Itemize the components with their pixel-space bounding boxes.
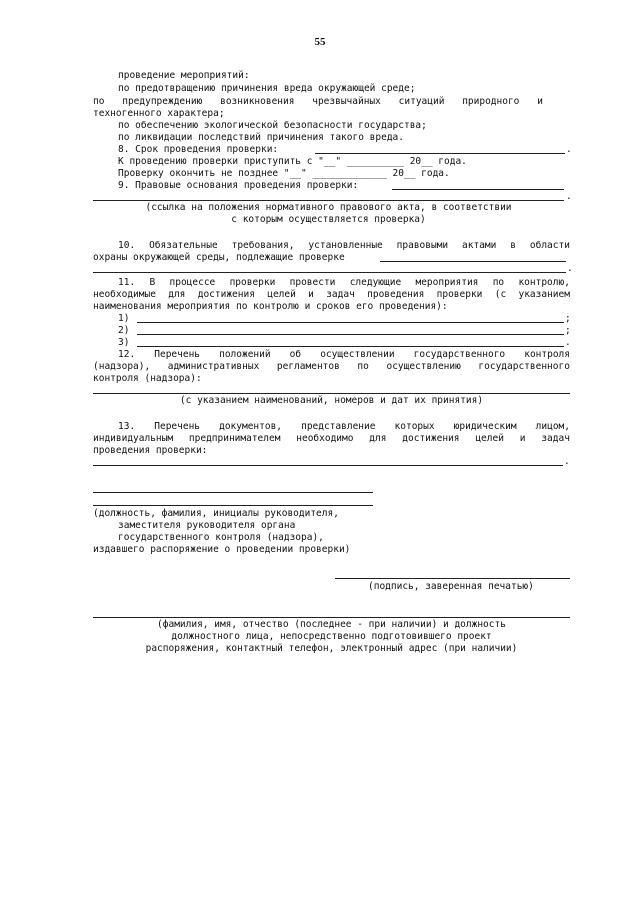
text-line: наименования мероприятия по контролю и сроков его проведения): xyxy=(93,301,448,312)
word: 13. xyxy=(118,421,136,432)
word: В xyxy=(149,277,156,288)
word: Обязательные xyxy=(149,240,218,251)
list-number: 1) xyxy=(118,313,130,324)
word: Перечень xyxy=(154,421,201,432)
text-line: 9. Правовые основания проведения проверки: xyxy=(118,180,359,191)
word: по xyxy=(492,277,505,288)
text-line: по ликвидации последствий причинения такого вреда. xyxy=(118,132,404,143)
fill-line xyxy=(392,189,564,190)
word: задач xyxy=(326,289,355,300)
word: и xyxy=(308,289,314,300)
word: государственного xyxy=(413,349,506,360)
word: об xyxy=(289,349,302,360)
caption-line: распоряжения, контактный телефон, электронный адрес (при наличии) xyxy=(145,643,518,654)
text-line: охраны окружающей среды, подлежащие проверке xyxy=(93,252,345,263)
word: природного xyxy=(462,96,520,107)
word: осуществлении xyxy=(320,349,395,360)
word: требования, xyxy=(231,240,295,251)
word: установленные xyxy=(308,240,383,251)
caption-line: (ссылка на положения нормативного правового акта, в соответствии xyxy=(145,202,512,213)
fill-line xyxy=(380,261,566,262)
fill-line xyxy=(137,322,564,323)
caption-line: издавшего распоряжение о проведении проверки) xyxy=(93,544,351,555)
word: документов, xyxy=(219,421,283,432)
word: провести xyxy=(289,277,336,288)
word: 11. xyxy=(118,277,136,288)
word: необходимые xyxy=(93,289,156,300)
word: актами xyxy=(462,240,497,251)
text-line: Проверку окончить не позднее "__" _____________ 20__ года. xyxy=(118,168,450,179)
word: по xyxy=(357,361,369,372)
word: и xyxy=(537,96,543,107)
fill-line xyxy=(137,334,564,335)
word: целей xyxy=(475,433,504,444)
word: достижения xyxy=(197,289,255,300)
word: возникновения xyxy=(220,96,295,107)
word: указанием xyxy=(518,289,570,300)
word: 10. xyxy=(118,240,136,251)
word: осуществлению xyxy=(386,361,461,372)
word: регламентов xyxy=(276,361,340,372)
word: чрезвычайных xyxy=(312,96,381,107)
word: 12. xyxy=(118,349,136,360)
word: проведения xyxy=(367,289,425,300)
fill-line xyxy=(93,617,570,618)
text-line xyxy=(93,96,543,107)
word: в xyxy=(510,240,516,251)
list-number: 3) xyxy=(118,337,130,348)
caption-line: (подпись, заверенная печатью) xyxy=(368,581,534,592)
word: мероприятия xyxy=(415,277,479,288)
word: контроля xyxy=(524,349,570,360)
word: по xyxy=(93,96,105,107)
text-line: по предотвращению причинения вреда окружающей среде; xyxy=(118,83,416,94)
text-line: К проведению проверки приступить с "__" __________ 20__ года. xyxy=(118,156,467,167)
text-line: . xyxy=(566,191,572,202)
text-line xyxy=(93,289,570,300)
fill-line xyxy=(93,272,566,273)
word: Перечень xyxy=(154,349,201,360)
text-line: контроля (надзора): xyxy=(93,373,202,384)
word: лицом, xyxy=(535,421,570,432)
fill-line xyxy=(137,346,564,347)
word: государственного xyxy=(478,361,570,372)
fill-line xyxy=(315,153,565,154)
word: административных xyxy=(167,361,260,372)
fill-line xyxy=(93,393,570,394)
word: процессе xyxy=(169,277,216,288)
word: правовыми xyxy=(396,240,449,251)
page-number: 55 xyxy=(314,36,326,48)
signature-line xyxy=(335,578,570,579)
text-line: . xyxy=(566,144,572,155)
word: следующие xyxy=(349,277,402,288)
fill-line xyxy=(93,465,563,466)
word: юридическим xyxy=(453,421,517,432)
fill-line xyxy=(93,505,373,506)
word: для xyxy=(168,289,186,300)
word: индивидуальным xyxy=(93,433,174,444)
word: проверки xyxy=(436,289,483,300)
text-line: по обеспечению экологической безопасности государства; xyxy=(118,120,427,131)
word: и xyxy=(519,433,526,444)
text-line xyxy=(118,240,570,251)
word: положений xyxy=(219,349,271,360)
word: области xyxy=(529,240,570,251)
text-line xyxy=(93,361,570,372)
text-line xyxy=(118,421,570,432)
text-line xyxy=(118,349,570,360)
caption-line: государственного контроля (надзора), xyxy=(118,532,324,543)
text-line: техногенного характера; xyxy=(93,108,225,119)
word: задач xyxy=(541,433,570,444)
caption-line: (с указанием наименований, номеров и дат их принятия) xyxy=(179,395,484,406)
word: проверки xyxy=(229,277,276,288)
text-line xyxy=(118,277,570,288)
text-line: . xyxy=(567,263,573,274)
word: контролю, xyxy=(518,277,570,288)
word: необходимо xyxy=(296,433,354,444)
text-line: . xyxy=(564,456,570,467)
text-line: ; xyxy=(565,313,571,324)
caption-line: должностного лица, непосредственно подготовившего проект xyxy=(171,631,492,642)
word: достижения xyxy=(402,433,460,444)
word: для xyxy=(369,433,387,444)
word: предупреждению xyxy=(122,96,203,107)
word: предпринимателем xyxy=(188,433,281,444)
word: представление xyxy=(301,421,376,432)
text-line: проведение мероприятий: xyxy=(118,70,250,81)
word: целей xyxy=(267,289,296,300)
word: которых xyxy=(394,421,435,432)
caption-line: (фамилия, имя, отчество (последнее - при наличии) и должность xyxy=(157,619,506,630)
fill-line xyxy=(93,200,564,201)
fill-line xyxy=(93,492,373,493)
text-line: ; xyxy=(565,325,571,336)
list-number: 2) xyxy=(118,325,130,336)
caption-line: с которым осуществляется проверка) xyxy=(231,214,426,225)
caption-line: (должность, фамилия, инициалы руководителя, xyxy=(93,508,339,519)
text-line: 8. Срок проведения проверки: xyxy=(118,144,279,155)
caption-line: заместителя руководителя органа xyxy=(118,520,296,531)
text-line: . xyxy=(565,337,571,348)
word: (с xyxy=(494,289,507,300)
word: ситуаций xyxy=(398,96,445,107)
text-line: проведения проверки: xyxy=(93,445,208,456)
text-line xyxy=(93,433,570,444)
word: (надзора), xyxy=(93,361,151,372)
